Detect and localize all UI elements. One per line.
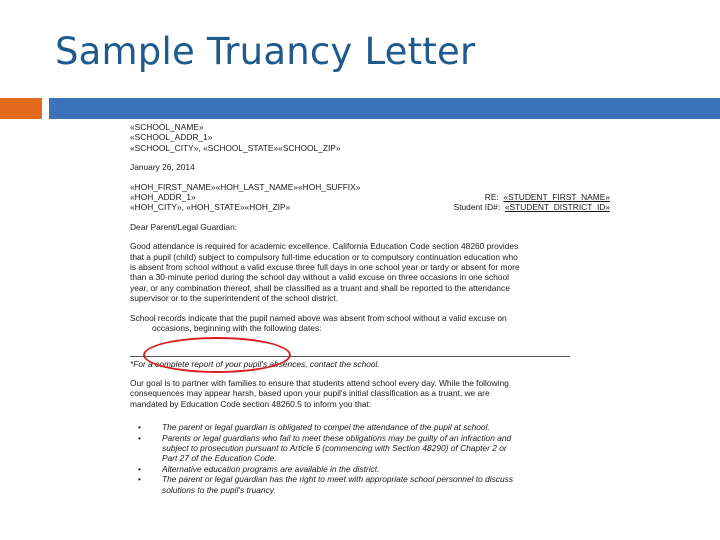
records-line: School records indicate that the pupil named above was absent from school without a valid excuse on (130, 312, 507, 323)
salutation: Dear Parent/Legal Guardian: (130, 221, 238, 232)
hoh-city-state-zip: «HOH_CITY», «HOH_STATE»«HOH_ZIP» (130, 202, 291, 213)
letter-date: January 26, 2014 (130, 162, 195, 173)
paragraph-line: is absent from school without a valid excuse three full days in one school year or tardy or absent for more (130, 262, 520, 273)
list-item-text: Parents or legal guardians who fail to meet these obligations may be guilty of an infraction and (162, 432, 512, 443)
re-label: RE: (484, 192, 499, 203)
list-item-text: solutions to the pupil's truancy. (162, 484, 276, 495)
list-item-text: Part 27 of the Education Code. (162, 453, 277, 464)
accent-bar-blue (49, 98, 720, 119)
bullet-icon: • (138, 422, 141, 433)
student-id-label: Student ID#: (453, 202, 501, 213)
paragraph-line: consequences may appear harsh, based upon your pupil's initial classification as a truant, we are (130, 388, 490, 399)
list-item-text: The parent or legal guardian is obligated to compel the attendance of the pupil at school. (162, 422, 490, 433)
highlight-circle (143, 337, 291, 373)
re-field (485, 192, 610, 202)
paragraph-line: supervisor or to the superintendent of the school district. (130, 293, 339, 304)
goal-paragraph (130, 378, 610, 409)
list-item (130, 422, 610, 432)
accent-bar-orange (0, 98, 42, 119)
list-item (130, 433, 610, 464)
list-item-text: The parent or legal guardian has the right to meet with appropriate school personnel to discuss (162, 474, 514, 485)
list-item-text: subject to prosecution pursuant to Article 6 (commencing with Section 48290) of Chapter 2 or (162, 442, 507, 453)
paragraph-line: Good attendance is required for academic excellence. California Education Code section 48260 provides (130, 241, 519, 252)
school-city-state-zip: «SCHOOL_CITY», «SCHOOL_STATE»«SCHOOL_ZIP» (130, 142, 341, 153)
list-item (130, 474, 610, 495)
attendance-paragraph (130, 241, 610, 303)
school-name: «SCHOOL_NAME» (130, 122, 204, 132)
re-value: «STUDENT_FIRST_NAME» (503, 192, 610, 203)
obligations-list (130, 422, 610, 495)
paragraph-line: mandated by Education Code section 48260.5 to inform you that: (130, 398, 372, 409)
records-line-continued: occasions, beginning with the following dates: (152, 323, 322, 334)
paragraph-line: that a pupil (child) subject to compulsory full-time education or to compulsory continuation education who (130, 251, 518, 262)
hoh-address: «HOH_ADDR_1» (130, 192, 196, 203)
paragraph-line: than a 30-minute period during the school day without a valid excuse on three occasions in one school (130, 272, 509, 283)
letter-document (130, 122, 610, 540)
bullet-icon: • (138, 474, 141, 485)
list-item-text: Alternative education programs are available in the district. (162, 463, 380, 474)
hoh-name: «HOH_FIRST_NAME»«HOH_LAST_NAME»«HOH_SUFFIX» (130, 181, 361, 192)
student-id-value: «STUDENT_DISTRICT_ID» (504, 202, 610, 213)
paragraph-line: year, or any combination thereof, shall be classified as a truant and shall be reported to the attendance (130, 282, 510, 293)
bullet-icon: • (138, 463, 141, 474)
list-item (130, 464, 610, 474)
student-id-field (454, 202, 610, 212)
hoh-address-row (130, 192, 610, 202)
paragraph-line: Our goal is to partner with families to ensure that students attend school every day. While the following (130, 377, 509, 388)
footnote: *For a complete report of your pupil's absences, contact the school. (130, 358, 380, 369)
bullet-icon: • (138, 432, 141, 443)
hoh-city-row (130, 202, 610, 212)
school-address: «SCHOOL_ADDR_1» (130, 132, 213, 143)
slide-title: Sample Truancy Letter (55, 30, 476, 73)
